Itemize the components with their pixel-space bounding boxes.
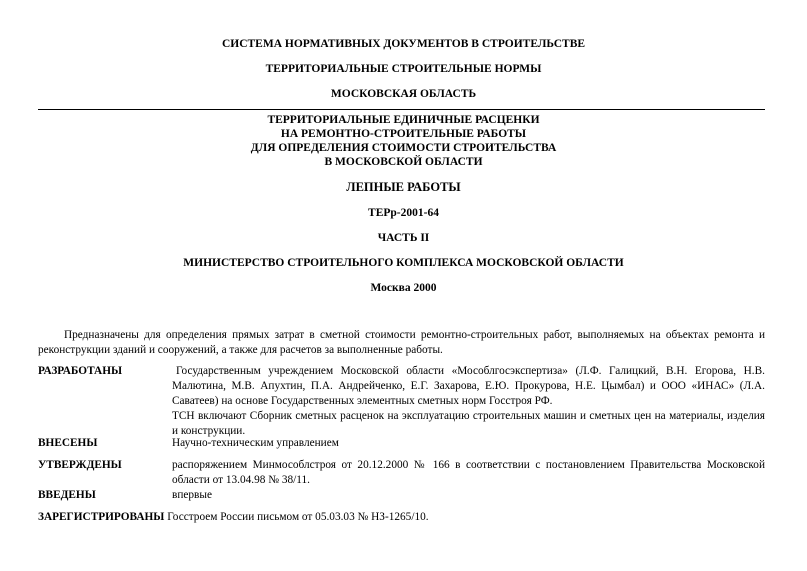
developed-text [172, 364, 765, 439]
title-line-1: ТЕРРИТОРИАЛЬНЫЕ ЕДИНИЧНЫЕ РАСЦЕНКИ [267, 114, 540, 126]
subject-title: ЛЕПНЫЕ РАБОТЫ [346, 180, 461, 194]
title-line-2: НА РЕМОНТНО-СТРОИТЕЛЬНЫЕ РАБОТЫ [280, 128, 527, 140]
enacted-text: впервые [172, 489, 212, 501]
approved-text: распоряжением Минмособлстроя от 20.12.2000 № 166 в соответствии с постановлением Правительства Московской области от 13.04.98 № 38/11. [172, 459, 765, 486]
introduced-label: ВНЕСЕНЫ [38, 437, 98, 449]
registered-label: ЗАРЕГИСТРИРОВАНЫ [38, 511, 165, 523]
document-part: ЧАСТЬ II [377, 232, 430, 244]
developed-text-paragraph-2: ТСН включают Сборник сметных расценок на эксплуатацию строительных машин и сметных цен на материалы, изделия и конструкции. [172, 410, 765, 437]
header-divider [38, 109, 765, 110]
title-line-3: ДЛЯ ОПРЕДЕЛЕНИЯ СТОИМОСТИ СТРОИТЕЛЬСТВА [250, 142, 557, 154]
enacted-label: ВВЕДЕНЫ [38, 489, 96, 501]
header-norms-title: ТЕРРИТОРИАЛЬНЫЕ СТРОИТЕЛЬНЫЕ НОРМЫ [265, 63, 542, 75]
title-line-4: В МОСКОВСКОЙ ОБЛАСТИ [324, 156, 483, 168]
intro-paragraph: Предназначены для определения прямых затрат в сметной стоимости ремонтно-строительных работ, выполняемых на объектах ремонта и реконструкции зданий и сооружений, а также для расчетов за выполненные работы. [38, 329, 765, 356]
place-year: Москва 2000 [370, 282, 437, 294]
header-region-title: МОСКОВСКАЯ ОБЛАСТЬ [330, 88, 477, 100]
developed-label: РАЗРАБОТАНЫ [38, 365, 123, 377]
header-system-title: СИСТЕМА НОРМАТИВНЫХ ДОКУМЕНТОВ В СТРОИТЕЛЬСТВЕ [221, 38, 586, 50]
approved-label: УТВЕРЖДЕНЫ [38, 459, 122, 471]
introduced-text: Научно-техническим управлением [172, 437, 339, 449]
ministry-name: МИНИСТЕРСТВО СТРОИТЕЛЬНОГО КОМПЛЕКСА МОСКОВСКОЙ ОБЛАСТИ [183, 257, 624, 269]
developed-text-paragraph-1: Государственным учреждением Московской области «Мособлгосэкспертиза» (Л.Ф. Галицкий, В.Н. Егорова, Н.В. Малютина, М.В. Апухтин, П.А. Андрейченко, Е.Г. Захарова, Е.Ю. Прокурова, Н.Е. Цымбал) и ООО «ИНАС» (Л.А. Саватеев) на основе Государственных элементных сметных норм Госстроя РФ. [172, 365, 765, 407]
registered-text: Госстроем России письмом от 05.03.03 № НЗ-1265/10. [167, 511, 429, 523]
document-code: ТЕРр-2001-64 [368, 207, 439, 219]
registered-row [38, 510, 429, 525]
